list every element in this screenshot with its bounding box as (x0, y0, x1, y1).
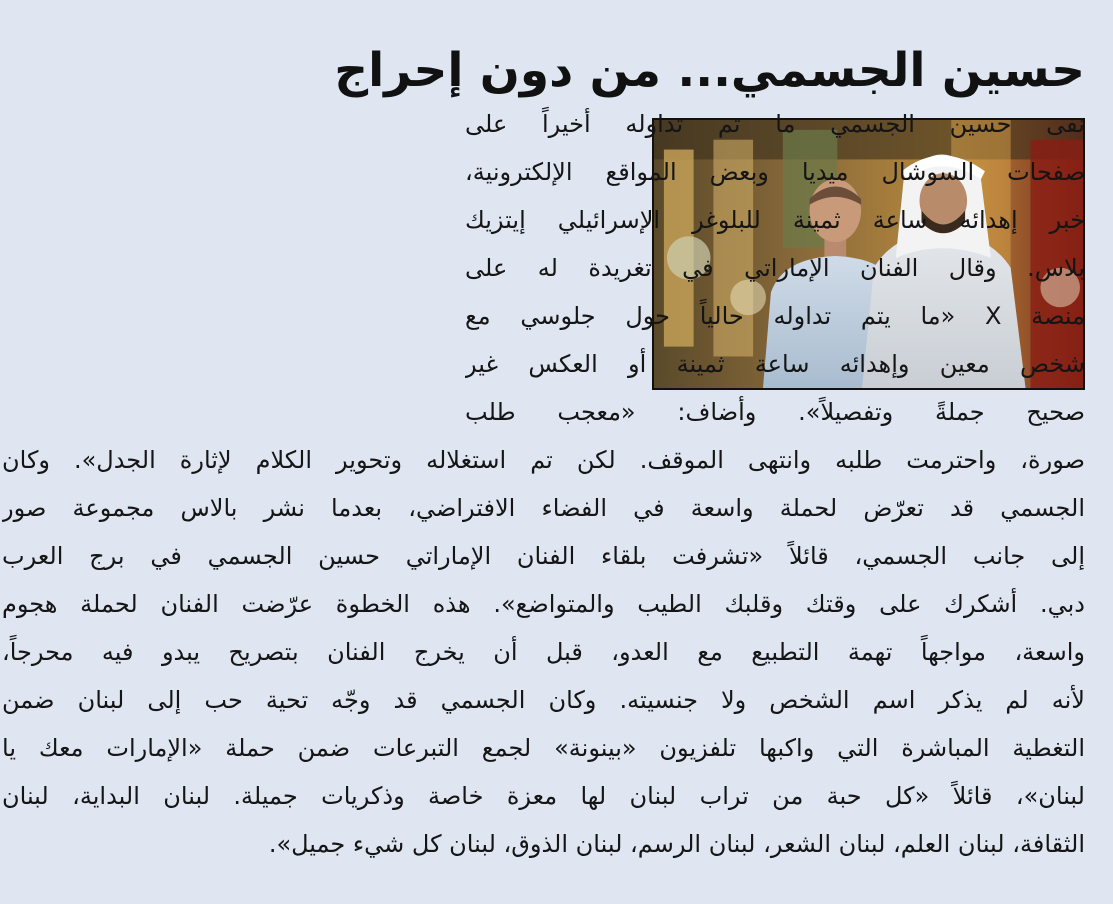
article-text-line: منصة X «ما يتم تداوله حالياً حول جلوسي مع (465, 302, 1085, 330)
article-text-line: صفحات السوشال ميديا وبعض المواقع الإلكترونية، (465, 158, 1085, 186)
article-text-line: صحيح جملةً وتفصيلاً». وأضاف: «معجب طلب (465, 398, 1085, 426)
article-headline: حسين الجسمي... من دون إحراج (334, 43, 1085, 98)
article-text-line: لأنه لم يذكر اسم الشخص ولا جنسيته. وكان الجسمي قد وجّه تحية حب إلى لبنان ضمن (2, 686, 1085, 714)
article-text-line: بلاس. وقال الفنان الإماراتي في تغريدة له على (465, 254, 1085, 282)
article-text-line: واسعة، مواجهاً تهمة التطبيع مع العدو، قبل أن يخرج الفنان بتصريح يبدو فيه محرجاً، (2, 638, 1085, 666)
article-text-line: صورة، واحترمت طلبه وانتهى الموقف. لكن تم استغلاله وتحوير الكلام لإثارة الجدل». وكان (2, 446, 1085, 474)
article-text-line-last: الثقافة، لبنان العلم، لبنان الشعر، لبنان الرسم، لبنان الذوق، لبنان كل شيء جميل». (268, 830, 1085, 858)
article-text-line: نفى حسين الجسمي ما تم تداوله أخيراً على (465, 110, 1085, 138)
article-text-line: دبي. أشكرك على وقتك وقلبك الطيب والمتواضع». هذه الخطوة عرّضت الفنان لحملة هجوم (2, 590, 1085, 618)
article-text-line: التغطية المباشرة التي واكبها تلفزيون «بينونة» لجمع التبرعات ضمن حملة «الإمارات معك يا (2, 734, 1085, 762)
article-text-line: الجسمي قد تعرّض لحملة واسعة في الفضاء الافتراضي، بعدما نشر بالاس مجموعة صور (2, 494, 1085, 522)
article-text-line: إلى جانب الجسمي، قائلاً «تشرفت بلقاء الفنان الإماراتي حسين الجسمي في برج العرب (2, 542, 1085, 570)
article-text-line: شخص معين وإهدائه ساعة ثمينة أو العكس غير (465, 350, 1085, 378)
article-text-line: لبنان»، قائلاً «كل حبة من تراب لبنان لها معزة خاصة وذكريات جميلة. لبنان البداية، لبنان (2, 782, 1085, 810)
article-text-line: خبر إهدائه ساعة ثمينة للبلوغر الإسرائيلي إيتزيك (465, 206, 1085, 234)
